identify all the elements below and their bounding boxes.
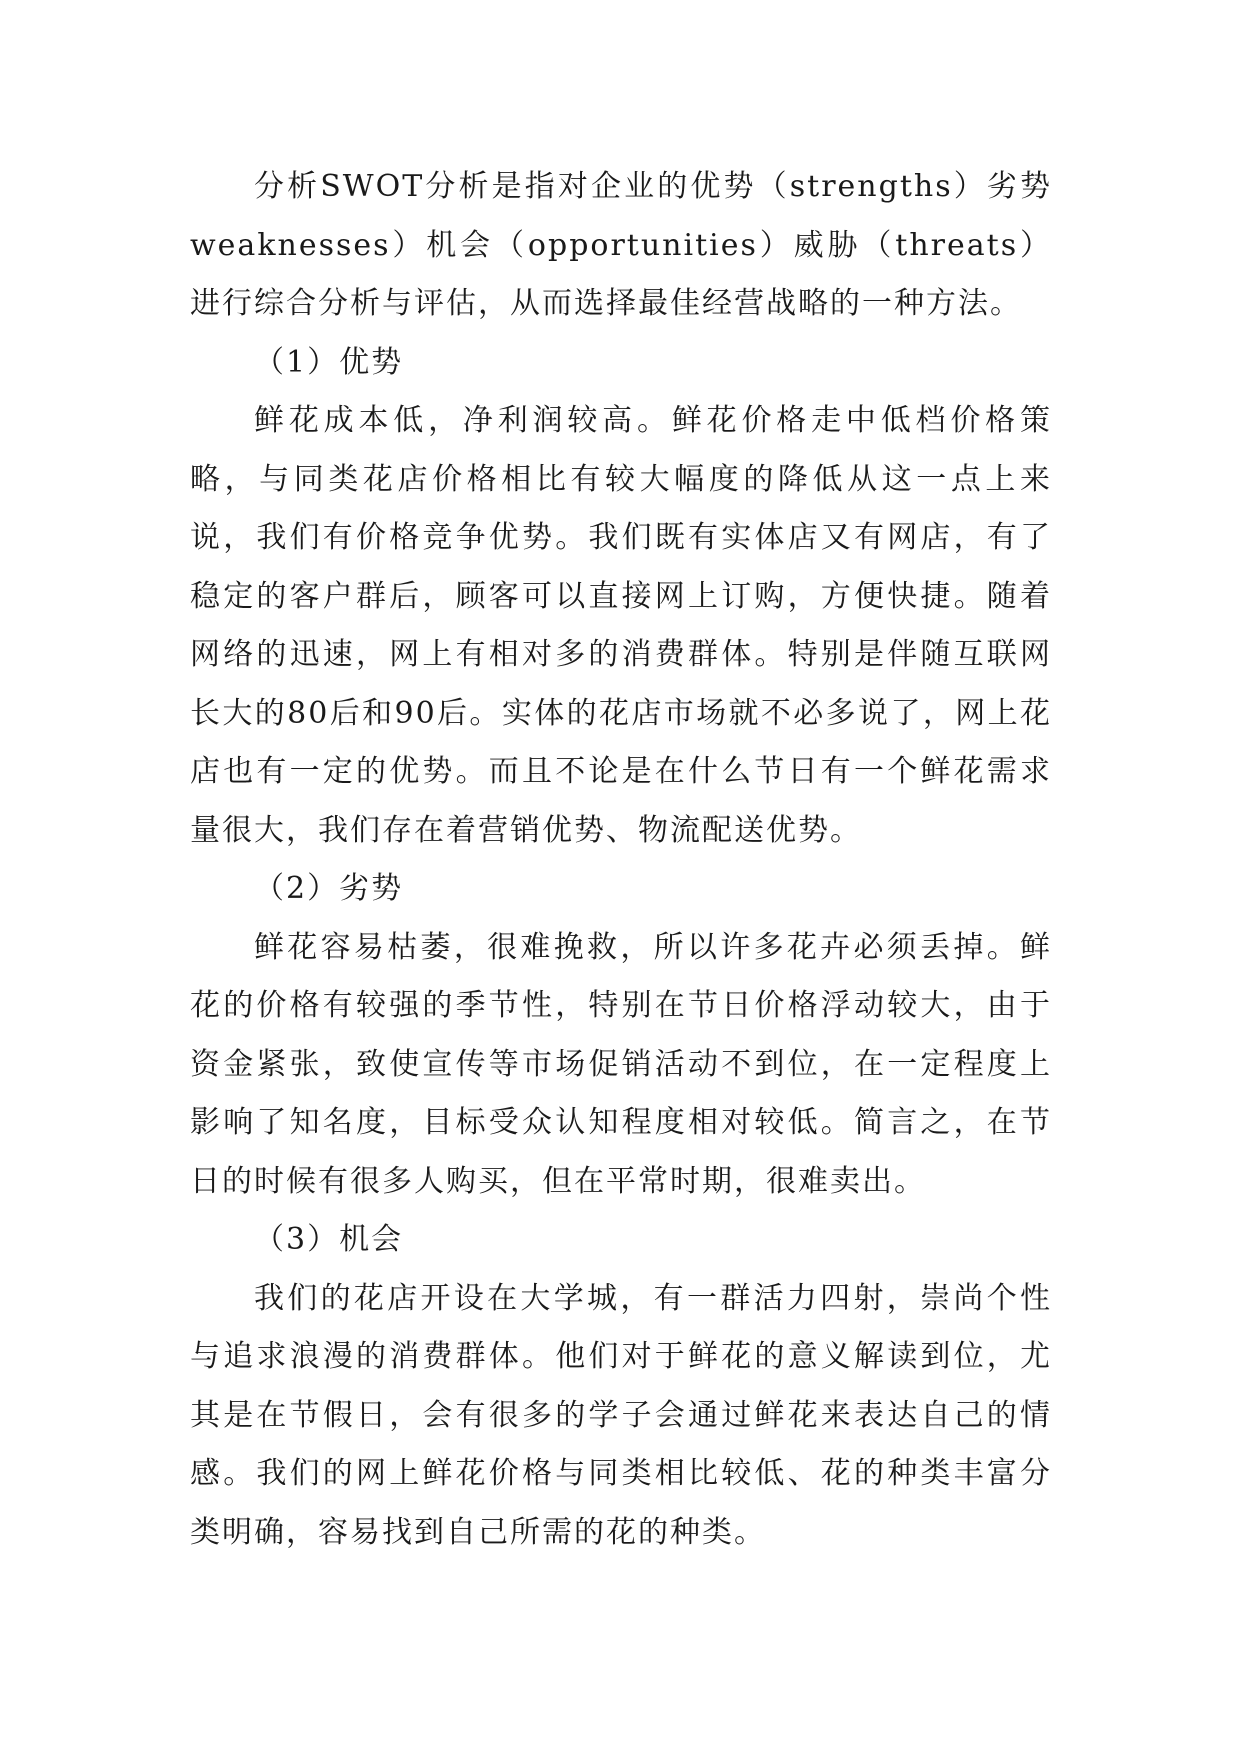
section-heading-opportunities: （3）机会 bbox=[254, 1222, 404, 1257]
section-heading-weaknesses: （2）劣势 bbox=[254, 871, 404, 906]
document-body bbox=[190, 158, 1052, 1562]
section-body-weaknesses: 鲜花容易枯萎，很难挽救，所以许多花卉必须丢掉。鲜花的价格有较强的季节性，特别在节日价格浮动较大，由于资金紧张，致使宣传等市场促销活动不到位，在一定程度上影响了知名度，目标受众认知程度相对较低。简言之，在节日的时候有很多人购买，但在平常时期，很难卖出。 bbox=[190, 929, 1052, 1199]
section-body-opportunities: 我们的花店开设在大学城，有一群活力四射，崇尚个性与追求浪漫的消费群体。他们对于鲜花的意义解读到位，尤其是在节假日，会有很多的学子会通过鲜花来表达自己的情感。我们的网上鲜花价格与同类相比较低、花的种类丰富分类明确，容易找到自己所需的花的种类。 bbox=[190, 1280, 1052, 1550]
intro-paragraph: 分析SWOT分析是指对企业的优势（strengths）劣势weaknesses）机会（opportunities）威胁（threats）进行综合分析与评估，从而选择最佳经营战略的一种方法。 bbox=[190, 169, 1052, 321]
section-body-strengths: 鲜花成本低，净利润较高。鲜花价格走中低档价格策略，与同类花店价格相比有较大幅度的降低从这一点上来说，我们有价格竞争优势。我们既有实体店又有网店，有了稳定的客户群后，顾客可以直接网上订购，方便快捷。随着网络的迅速，网上有相对多的消费群体。特别是伴随互联网长大的80后和90后。实体的花店市场就不必多说了，网上花店也有一定的优势。而且不论是在什么节日有一个鲜花需求量很大，我们存在着营销优势、物流配送优势。 bbox=[190, 403, 1052, 848]
section-heading-strengths: （1）优势 bbox=[254, 344, 404, 380]
